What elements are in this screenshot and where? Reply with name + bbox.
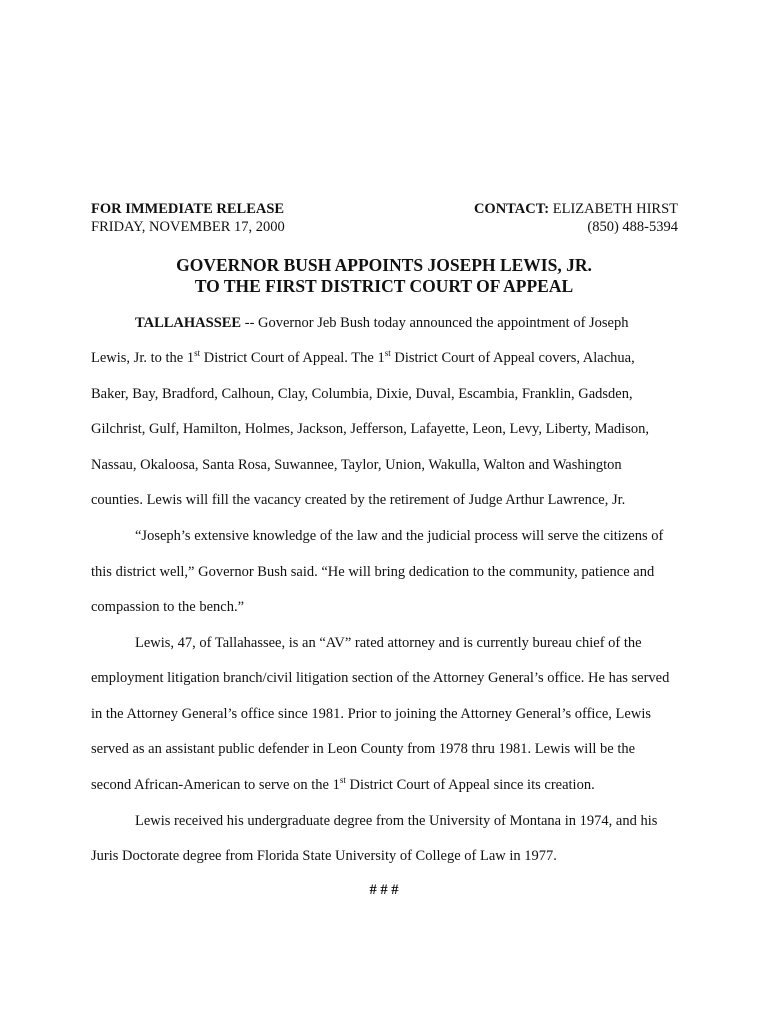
contact-name: ELIZABETH HIRST	[549, 201, 678, 217]
headline-line-2: TO THE FIRST DISTRICT COURT OF APPEAL	[194, 276, 574, 296]
contact-label: CONTACT:	[473, 201, 550, 217]
body-line: second African-American to serve on the 1st District Court of Appeal since its creation.	[91, 775, 595, 793]
body-line: Lewis, 47, of Tallahassee, is an “AV” rated attorney and is currently bureau chief of the	[135, 635, 642, 651]
body-line: compassion to the bench.”	[91, 599, 245, 615]
body-line: Juris Doctorate degree from Florida State University of College of Law in 1977.	[91, 848, 557, 864]
end-mark: # # #	[369, 882, 399, 898]
body-line: Baker, Bay, Bradford, Calhoun, Clay, Columbia, Dixie, Duval, Escambia, Franklin, Gadsden,	[91, 386, 633, 402]
dateline: TALLAHASSEE	[135, 315, 242, 331]
body-line: “Joseph’s extensive knowledge of the law and the judicial process will serve the citizens of	[135, 528, 664, 544]
body-line: employment litigation branch/civil litigation section of the Attorney General’s office. He has served	[91, 670, 670, 686]
body-line: Lewis received his undergraduate degree from the University of Montana in 1974, and his	[135, 813, 658, 829]
body-line: this district well,” Governor Bush said. “He will bring dedication to the community, patience and	[91, 564, 655, 580]
header-row-1	[91, 200, 678, 218]
body-line: served as an assistant public defender in Leon County from 1978 thru 1981. Lewis will be the	[91, 741, 636, 757]
body-line: TALLAHASSEE -- Governor Jeb Bush today announced the appointment of Joseph	[135, 315, 629, 331]
body-line: Gilchrist, Gulf, Hamilton, Holmes, Jackson, Jefferson, Lafayette, Leon, Levy, Liberty, Madison,	[91, 421, 649, 437]
contact-phone: (850) 488-5394	[587, 219, 678, 235]
body-line: Lewis, Jr. to the 1st District Court of Appeal. The 1st District Court of Appeal covers, Alachua,	[91, 348, 635, 366]
headline-line-1: GOVERNOR BUSH APPOINTS JOSEPH LEWIS, JR.	[176, 255, 592, 275]
contact-line	[474, 200, 678, 218]
release-date: FRIDAY, NOVEMBER 17, 2000	[91, 219, 285, 235]
release-label: FOR IMMEDIATE RELEASE	[91, 201, 285, 217]
header-row-2	[91, 218, 678, 236]
body-line: in the Attorney General’s office since 1981. Prior to joining the Attorney General’s office, Lewis	[91, 706, 651, 722]
body-line: counties. Lewis will fill the vacancy created by the retirement of Judge Arthur Lawrence, Jr.	[91, 492, 626, 508]
body-line: Nassau, Okaloosa, Santa Rosa, Suwannee, Taylor, Union, Wakulla, Walton and Washington	[91, 457, 622, 473]
